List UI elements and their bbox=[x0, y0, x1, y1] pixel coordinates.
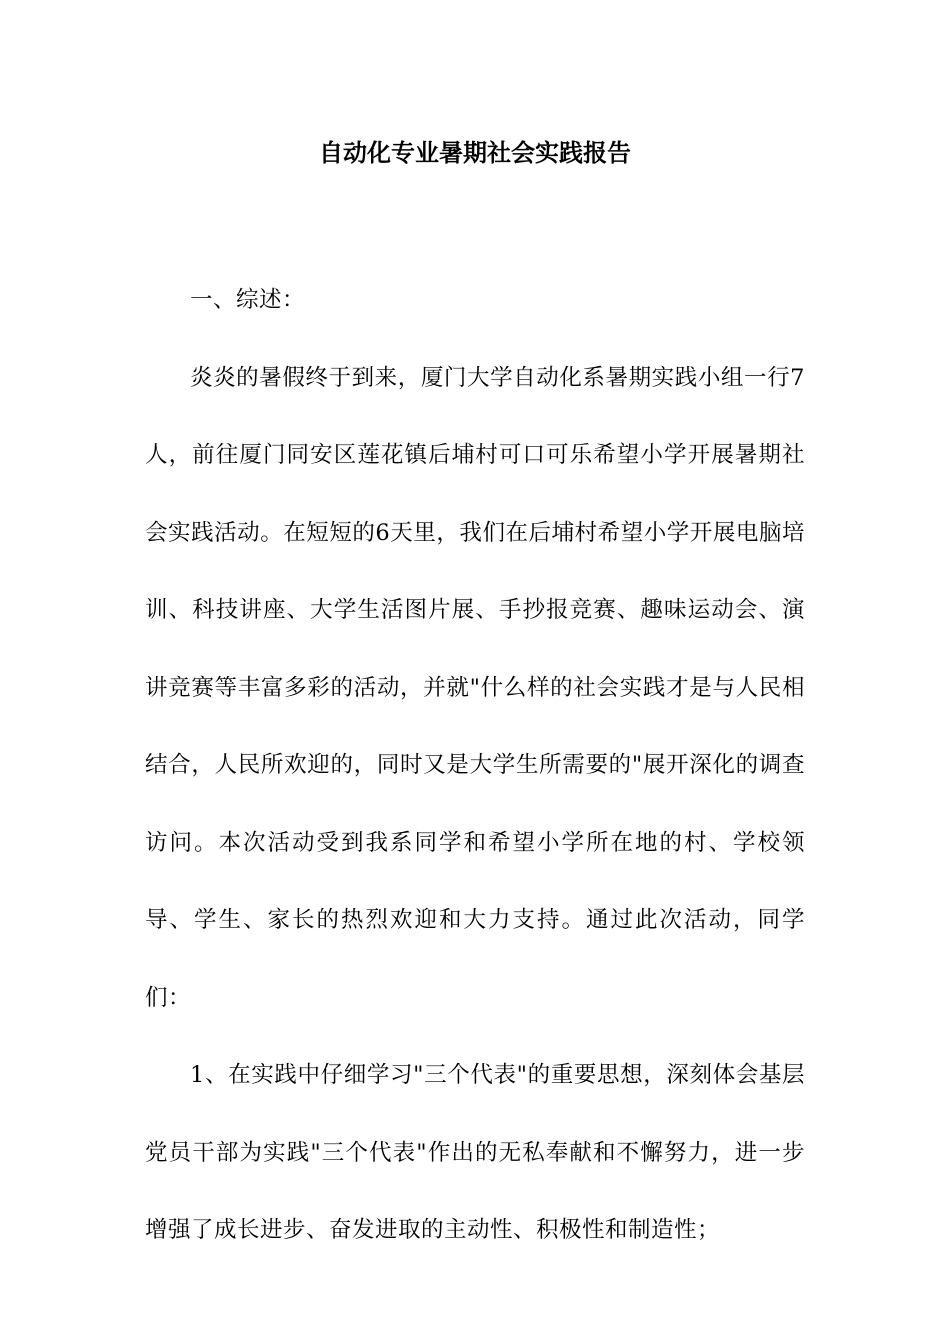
paragraph-point-1: 1、在实践中仔细学习"三个代表"的重要思想，深刻体会基层党员干部为实践"三个代表"作出的无私奉献和不懈努力，进一步增强了成长进步、奋发进取的主动性、积极性和制造性； bbox=[145, 1062, 805, 1243]
document-title: 自动化专业暑期社会实践报告 bbox=[319, 139, 631, 167]
paragraph-intro: 炎炎的暑假终于到来，厦门大学自动化系暑期实践小组一行7人，前往厦门同安区莲花镇后埔村可口可乐希望小学开展暑期社会实践活动。在短短的6天里，我们在后埔村希望小学开展电脑培训、科技讲座、大学生活图片展、手抄报竞赛、趣味运动会、演讲竞赛等丰富多彩的活动，并就"什么样的社会实践才是与人民相结合，人民所欢迎的，同时又是大学生所需要的"展开深化的调查访问。本次活动受到我系同学和希望小学所在地的村、学校领导、学生、家长的热烈欢迎和大力支持。通过此次活动，同学们： bbox=[145, 364, 805, 1011]
section-heading-overview: 一、综述： bbox=[190, 287, 306, 313]
document-body bbox=[145, 262, 805, 1270]
